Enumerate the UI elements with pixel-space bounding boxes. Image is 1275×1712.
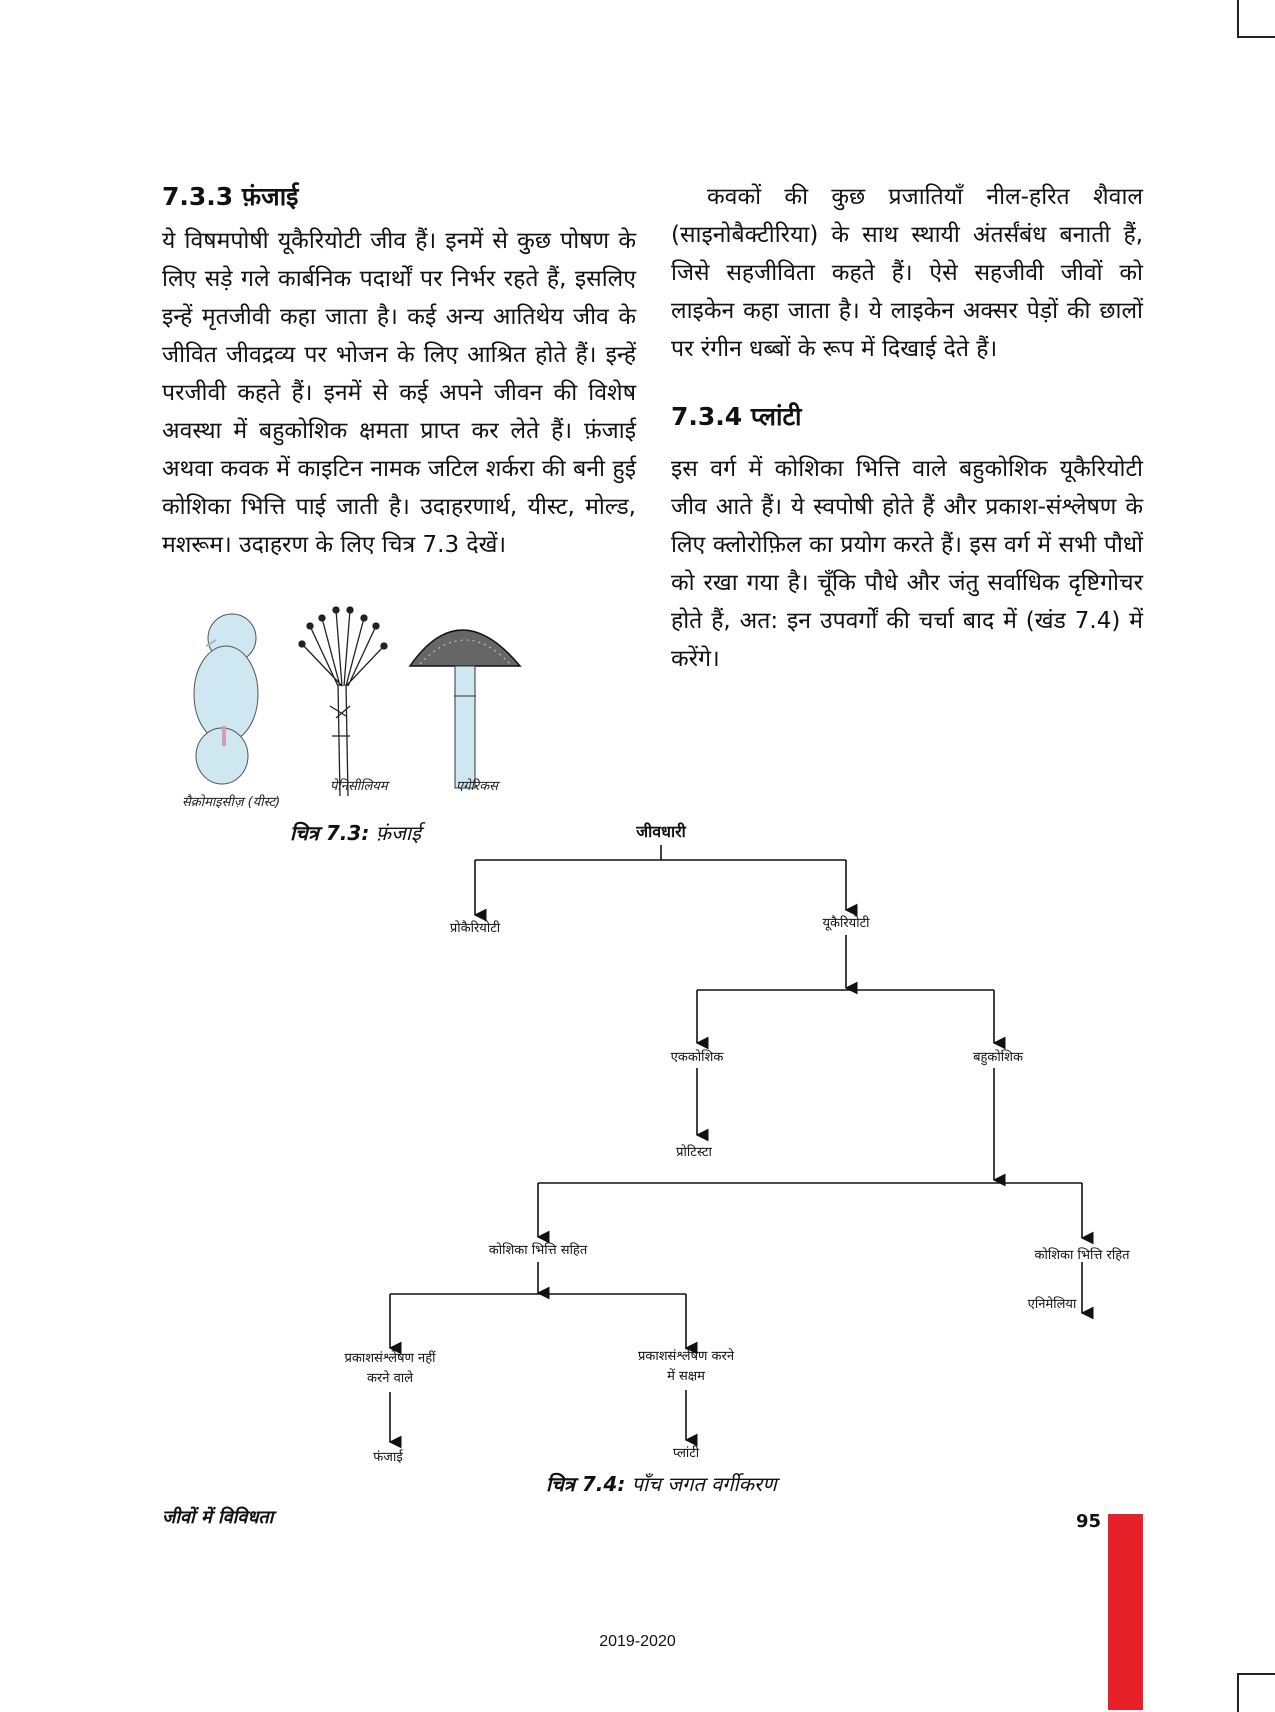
section-heading-fungi: 7.3.3 फ़ंजाई [162,182,299,211]
node-unicellular: एककोशिक [670,1050,724,1065]
node-photosynthetic-line2: में सक्षम [667,1369,705,1384]
lichen-paragraph: कवकों की कुछ प्रजातियाँ नील-हरित शैवाल (साइनोबैक्टीरिया) के साथ स्थायी अंतर्संबंध बनाती हैं, जिसे सहजीविता कहते हैं। ऐसे सहजीवी जीवों को लाइकेन कहा जाता है। ये लाइकेन अक्सर पेड़ों की छालों पर रंगीन धब्बों के रूप में दिखाई देते हैं। [671,184,1143,362]
page-accent-bar [1108,1514,1143,1710]
agaricus-label: एगेरिकस [456,779,498,794]
fungi-paragraph: ये विषमपोषी यूकैरियोटी जीव हैं। इनमें से कुछ पोषण के लिए सड़े गले कार्बनिक पदार्थों पर निर्भर रहते हैं, इसलिए इन्हें मृतजीवी कहा जाता है। कई अन्य आतिथेय जीव के जीवित जीवद्रव्य पर भोजन के लिए आश्रित होते हैं। इन्हें परजीवी कहते हैं। इनमें से कई अपने जीवन की विशेष अवस्था में बहुकोशिक क्षमता प्राप्त कर लेते हैं। फ़ंजाई अथवा कवक में काइटिन नामक जटिल शर्करा की बनी हुई कोशिका भित्ति पाई जाती है। उदाहरणार्थ, यीस्ट, मोल्ड, मशरूम। उदाहरण के लिए चित्र 7.3 देखें। [162,228,636,558]
edition-year: 2019-2020 [599,1633,676,1650]
node-organisms: जीवधारी [636,822,686,841]
running-footer-title: जीवों में विविधता [162,1507,274,1528]
node-non-photosynthetic [344,1349,435,1389]
node-prokaryote: प्रोकैरियोटी [449,921,501,936]
node-fungi: फंजाई [373,1450,403,1465]
plantae-paragraph: इस वर्ग में कोशिका भित्ति वाले बहुकोशिक यूकैरियोटी जीव आते हैं। ये स्वपोषी होते हैं और प्रकाश-संश्लेषण के लिए क्लोरोफ़िल का प्रयोग करते हैं। इस वर्ग में सभी पौधों को रखा गया है। चूँकि पौधे और जंतु सर्वाधिक दृष्टिगोचर होते हैं, अत: इन उपवर्गों की चर्चा बाद में (खंड 7.4) में करेंगे। [671,456,1143,672]
penicillium-label: पेनिसीलियम [330,779,388,794]
node-non-photosynthetic-line2: करने वाले [366,1371,414,1386]
node-photosynthetic-line1: प्रकाशसंश्लेषण करने [637,1349,735,1364]
node-photosynthetic [638,1347,734,1387]
page-number: 95 [1076,1511,1102,1532]
figure-7-3-caption-text: फ़ंजाई [369,821,421,845]
figure-7-3-caption-number: चित्र 7.3: [290,821,370,845]
yeast-label: सैक्रोमाइसीज़ (यीस्ट) [182,795,281,810]
figure-7-4-caption [546,1470,777,1497]
node-non-photosynthetic-line1: प्रकाशसंश्लेषण नहीं [344,1351,436,1366]
node-animalia: एनिमेलिया [1027,1297,1077,1312]
node-without-cell-wall: कोशिका भित्ति रहित [1034,1248,1130,1263]
node-eukaryote: यूकैरियोटी [822,916,870,931]
section-heading-plantae: 7.3.4 प्लांटी [671,402,802,431]
node-plantae: प्लांटी [672,1446,700,1461]
figure-7-4-caption-text: पाँच जगत वर्गीकरण [625,1472,777,1496]
node-protista: प्रोटिस्टा [676,1145,712,1160]
figure-7-4-caption-number: चित्र 7.4: [546,1472,626,1496]
node-with-cell-wall: कोशिका भित्ति सहित [488,1243,588,1258]
node-multicellular: बहुकोशिक [973,1050,1023,1065]
